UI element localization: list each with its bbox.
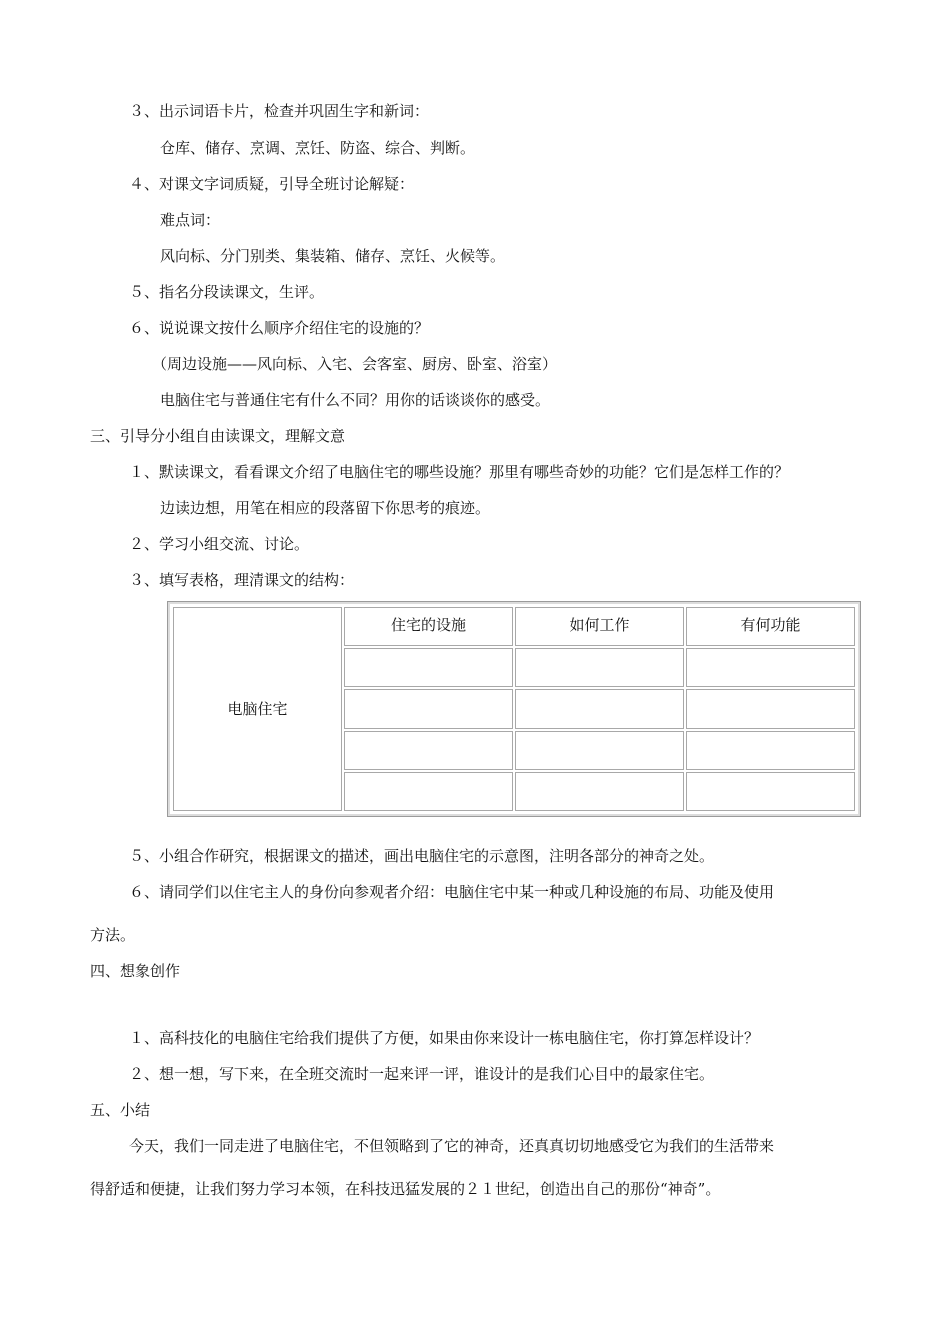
table-cell[interactable] — [344, 731, 513, 770]
table-cell[interactable] — [344, 689, 513, 728]
table-row-header: 电脑住宅 — [173, 607, 342, 811]
step-5-heading: ５、指名分段读课文，生评。 — [129, 283, 325, 301]
section-3-step-3: ３、填写表格，理清课文的结构： — [129, 571, 355, 589]
vocabulary-list: 仓库、储存、烹调、烹饪、防盗、综合、判断。 — [160, 139, 476, 157]
difficult-words-label: 难点词： — [160, 211, 221, 229]
section-3-step-5: ５、小组合作研究，根据课文的描述，画出电脑住宅的示意图，注明各部分的神奇之处。 — [129, 847, 715, 865]
section-3-step-1: １、默读课文，看看课文介绍了电脑住宅的哪些设施？那里有哪些奇妙的功能？它们是怎样工作的？ — [129, 463, 790, 481]
section-3-step-6-continued: 方法。 — [90, 926, 136, 944]
difficult-words-list: 风向标、分门别类、集装箱、储存、烹饪、火候等。 — [160, 247, 506, 265]
column-header-function: 有何功能 — [686, 607, 855, 646]
column-header-facility: 住宅的设施 — [344, 607, 513, 646]
step-6-heading: ６、说说课文按什么顺序介绍住宅的设施的？ — [129, 319, 430, 337]
table-cell[interactable] — [686, 689, 855, 728]
table-cell[interactable] — [515, 648, 684, 687]
table-cell[interactable] — [686, 772, 855, 811]
step-3-heading: ３、出示词语卡片，检查并巩固生字和新词： — [129, 102, 430, 120]
structure-table-frame — [167, 601, 861, 817]
section-5-heading: 五、小结 — [90, 1101, 151, 1119]
section-3-step-1-note: 边读边想，用笔在相应的段落留下你思考的痕迹。 — [160, 499, 491, 517]
column-header-how-it-works: 如何工作 — [515, 607, 684, 646]
summary-paragraph-line-2: 得舒适和便捷，让我们努力学习本领，在科技迅猛发展的２１世纪，创造出自己的那份“神奇”。 — [90, 1180, 721, 1198]
section-3-step-6: ６、请同学们以住宅主人的身份向参观者介绍：电脑住宅中某一种或几种设施的布局、功能及使用 — [129, 883, 775, 901]
table-cell[interactable] — [515, 731, 684, 770]
table-cell[interactable] — [686, 648, 855, 687]
comparison-question: 电脑住宅与普通住宅有什么不同？用你的话谈谈你的感受。 — [160, 391, 551, 409]
section-3-step-2: ２、学习小组交流、讨论。 — [129, 535, 310, 553]
section-4-step-1: １、高科技化的电脑住宅给我们提供了方便，如果由你来设计一栋电脑住宅，你打算怎样设计？ — [129, 1029, 760, 1047]
table-cell[interactable] — [344, 772, 513, 811]
section-3-heading: 三、引导分小组自由读课文，理解文意 — [90, 427, 346, 445]
step-4-heading: ４、对课文字词质疑，引导全班讨论解疑： — [129, 175, 415, 193]
structure-table — [171, 605, 857, 813]
facility-order-note: （周边设施——风向标、入宅、会客室、厨房、卧室、浴室） — [152, 355, 558, 373]
section-4-heading: 四、想象创作 — [90, 962, 181, 980]
table-cell[interactable] — [344, 648, 513, 687]
table-cell[interactable] — [515, 689, 684, 728]
summary-paragraph-line-1: 今天，我们一同走进了电脑住宅，不但领略到了它的神奇，还真真切切地感受它为我们的生活带来 — [129, 1137, 775, 1155]
section-4-step-2: ２、想一想，写下来，在全班交流时一起来评一评，谁设计的是我们心目中的最家住宅。 — [129, 1065, 715, 1083]
table-cell[interactable] — [515, 772, 684, 811]
table-cell[interactable] — [686, 731, 855, 770]
